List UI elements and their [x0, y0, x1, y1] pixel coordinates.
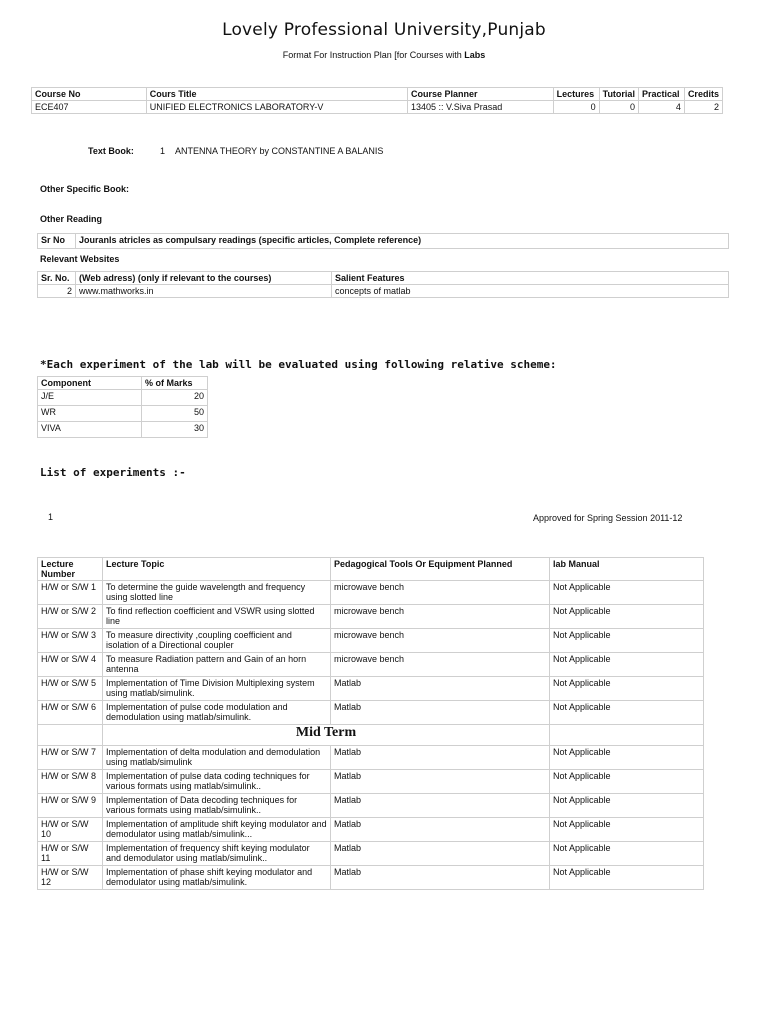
websites-header-cell: (Web adress) (only if relevant to the courses): [76, 272, 332, 285]
textbook-label: Text Book:: [88, 146, 134, 156]
lecture-number-cell: H/W or S/W 1: [38, 581, 103, 605]
lab-manual-cell: Not Applicable: [550, 794, 704, 818]
tools-cell: Matlab: [331, 770, 550, 794]
lecture-number-cell: H/W or S/W 3: [38, 629, 103, 653]
lectures-header-cell: lab Manual: [550, 558, 704, 581]
scheme-cell: 30: [142, 422, 208, 438]
lecture-topic-cell: Implementation of delta modulation and demodulation using matlab/simulink: [103, 746, 331, 770]
table-row: [38, 842, 704, 866]
course-cell: 4: [638, 101, 684, 114]
table-row: [38, 746, 704, 770]
scheme-cell: 50: [142, 406, 208, 422]
table-row: [38, 285, 729, 298]
lab-manual-cell: Not Applicable: [550, 605, 704, 629]
format-prefix: Format For Instruction Plan [for Courses with: [282, 50, 465, 60]
tools-cell: microwave bench: [331, 653, 550, 677]
lecture-topic-cell: Implementation of phase shift keying modulator and demodulator using matlab/simulink.: [103, 866, 331, 890]
lecture-topic-cell: To determine the guide wavelength and frequency using slotted line: [103, 581, 331, 605]
lab-manual-cell: Not Applicable: [550, 770, 704, 794]
course-cell: UNIFIED ELECTRONICS LABORATORY-V: [146, 101, 407, 114]
lecture-topic-cell: Implementation of pulse data coding techniques for various formats using matlab/simulink..: [103, 770, 331, 794]
websites-table: [37, 271, 729, 298]
lecture-number-cell: H/W or S/W 11: [38, 842, 103, 866]
table-row: [38, 653, 704, 677]
lecture-number-cell: H/W or S/W 12: [38, 866, 103, 890]
course-cell: 2: [684, 101, 722, 114]
lecture-topic-cell: Implementation of amplitude shift keying modulator and demodulator using matlab/simulink...: [103, 818, 331, 842]
tools-cell: Matlab: [331, 818, 550, 842]
lecture-number-cell: H/W or S/W 5: [38, 677, 103, 701]
scheme-header-cell: % of Marks: [142, 377, 208, 390]
lectures-table: [37, 557, 704, 890]
lecture-topic-cell: To find reflection coefficient and VSWR using slotted line: [103, 605, 331, 629]
course-header-cell: Credits: [684, 88, 722, 101]
textbook-number: 1: [160, 146, 166, 156]
other-reading-label: Other Reading: [40, 214, 103, 224]
table-row: [38, 866, 704, 890]
lecture-number-cell: H/W or S/W 7: [38, 746, 103, 770]
scheme-header-cell: Component: [38, 377, 142, 390]
lab-manual-cell: Not Applicable: [550, 629, 704, 653]
midterm-label: Mid Term: [103, 725, 550, 746]
course-header-cell: Course Planner: [408, 88, 554, 101]
tools-cell: Matlab: [331, 677, 550, 701]
course-cell: 0: [553, 101, 599, 114]
tools-cell: Matlab: [331, 842, 550, 866]
lecture-number-cell: H/W or S/W 2: [38, 605, 103, 629]
website-link[interactable]: www.mathworks.in: [76, 285, 332, 298]
table-row: [38, 770, 704, 794]
table-row: [38, 794, 704, 818]
scheme-cell: 20: [142, 390, 208, 406]
course-cell: 13405 :: V.Siva Prasad: [408, 101, 554, 114]
course-header-cell: Lectures: [553, 88, 599, 101]
lecture-topic-cell: To measure directivity ,coupling coefficient and isolation of a Directional coupler: [103, 629, 331, 653]
experiments-heading: List of experiments :-: [40, 466, 186, 479]
lab-manual-cell: Not Applicable: [550, 653, 704, 677]
format-bold: Labs: [464, 50, 486, 60]
table-row: [38, 629, 704, 653]
lecture-topic-cell: Implementation of Time Division Multiplexing system using matlab/simulink.: [103, 677, 331, 701]
lecture-number-cell: H/W or S/W 4: [38, 653, 103, 677]
websites-header-cell: Sr. No.: [38, 272, 76, 285]
course-header-cell: Cours Title: [146, 88, 407, 101]
approved-session: Approved for Spring Session 2011-12: [533, 513, 683, 523]
lecture-topic-cell: Implementation of pulse code modulation and demodulation using matlab/simulink.: [103, 701, 331, 725]
lab-manual-cell: Not Applicable: [550, 818, 704, 842]
tools-cell: Matlab: [331, 794, 550, 818]
tools-cell: microwave bench: [331, 629, 550, 653]
lecture-topic-cell: Implementation of Data decoding techniques for various formats using matlab/simulink..: [103, 794, 331, 818]
table-row: [38, 818, 704, 842]
course-header-cell: Course No: [32, 88, 147, 101]
lecture-number-cell: H/W or S/W 6: [38, 701, 103, 725]
table-row: [38, 581, 704, 605]
textbook-title: ANTENNA THEORY by CONSTANTINE A BALANIS: [175, 146, 384, 156]
websites-header-cell: Salient Features: [332, 272, 729, 285]
tools-cell: microwave bench: [331, 581, 550, 605]
tools-cell: microwave bench: [331, 605, 550, 629]
other-reading-table: [37, 233, 729, 249]
scheme-table: [37, 376, 208, 438]
lab-manual-cell: Not Applicable: [550, 866, 704, 890]
lectures-header-cell: Lecture Number: [38, 558, 103, 581]
table-row: [38, 422, 208, 438]
page-number: 1: [48, 512, 54, 522]
scheme-cell: WR: [38, 406, 142, 422]
lectures-header-cell: Lecture Topic: [103, 558, 331, 581]
relevant-websites-label: Relevant Websites: [40, 254, 120, 264]
lecture-number-cell: H/W or S/W 9: [38, 794, 103, 818]
course-header-cell: Tutorial: [599, 88, 638, 101]
lab-manual-cell: Not Applicable: [550, 677, 704, 701]
scheme-heading: *Each experiment of the lab will be evaluated using following relative scheme:: [40, 358, 557, 371]
table-row: [32, 101, 723, 114]
other-specific-book-label: Other Specific Book:: [40, 184, 130, 194]
lectures-header-cell: Pedagogical Tools Or Equipment Planned: [331, 558, 550, 581]
course-table: [31, 87, 723, 114]
lecture-number-cell: H/W or S/W 10: [38, 818, 103, 842]
table-row: [38, 701, 704, 725]
course-header-cell: Practical: [638, 88, 684, 101]
lab-manual-cell: Not Applicable: [550, 701, 704, 725]
tools-cell: Matlab: [331, 866, 550, 890]
table-row: [38, 390, 208, 406]
lecture-number-cell: H/W or S/W 8: [38, 770, 103, 794]
lecture-topic-cell: To measure Radiation pattern and Gain of an horn antenna: [103, 653, 331, 677]
scheme-cell: J/E: [38, 390, 142, 406]
format-subtitle: [0, 50, 768, 60]
lab-manual-cell: Not Applicable: [550, 842, 704, 866]
scheme-cell: VIVA: [38, 422, 142, 438]
course-cell: 0: [599, 101, 638, 114]
websites-cell: 2: [38, 285, 76, 298]
websites-cell: concepts of matlab: [332, 285, 729, 298]
table-row: [38, 406, 208, 422]
tools-cell: Matlab: [331, 701, 550, 725]
reading-header-cell: Jouranls atricles as compulsary readings (specific articles, Complete reference): [76, 234, 729, 249]
table-row: [38, 677, 704, 701]
lab-manual-cell: Not Applicable: [550, 746, 704, 770]
tools-cell: Matlab: [331, 746, 550, 770]
lecture-topic-cell: Implementation of frequency shift keying modulator and demodulator using matlab/simulink..: [103, 842, 331, 866]
table-row: [38, 605, 704, 629]
lab-manual-cell: Not Applicable: [550, 581, 704, 605]
course-cell: ECE407: [32, 101, 147, 114]
university-title: Lovely Professional University,Punjab: [222, 20, 546, 40]
reading-header-cell: Sr No: [38, 234, 76, 249]
